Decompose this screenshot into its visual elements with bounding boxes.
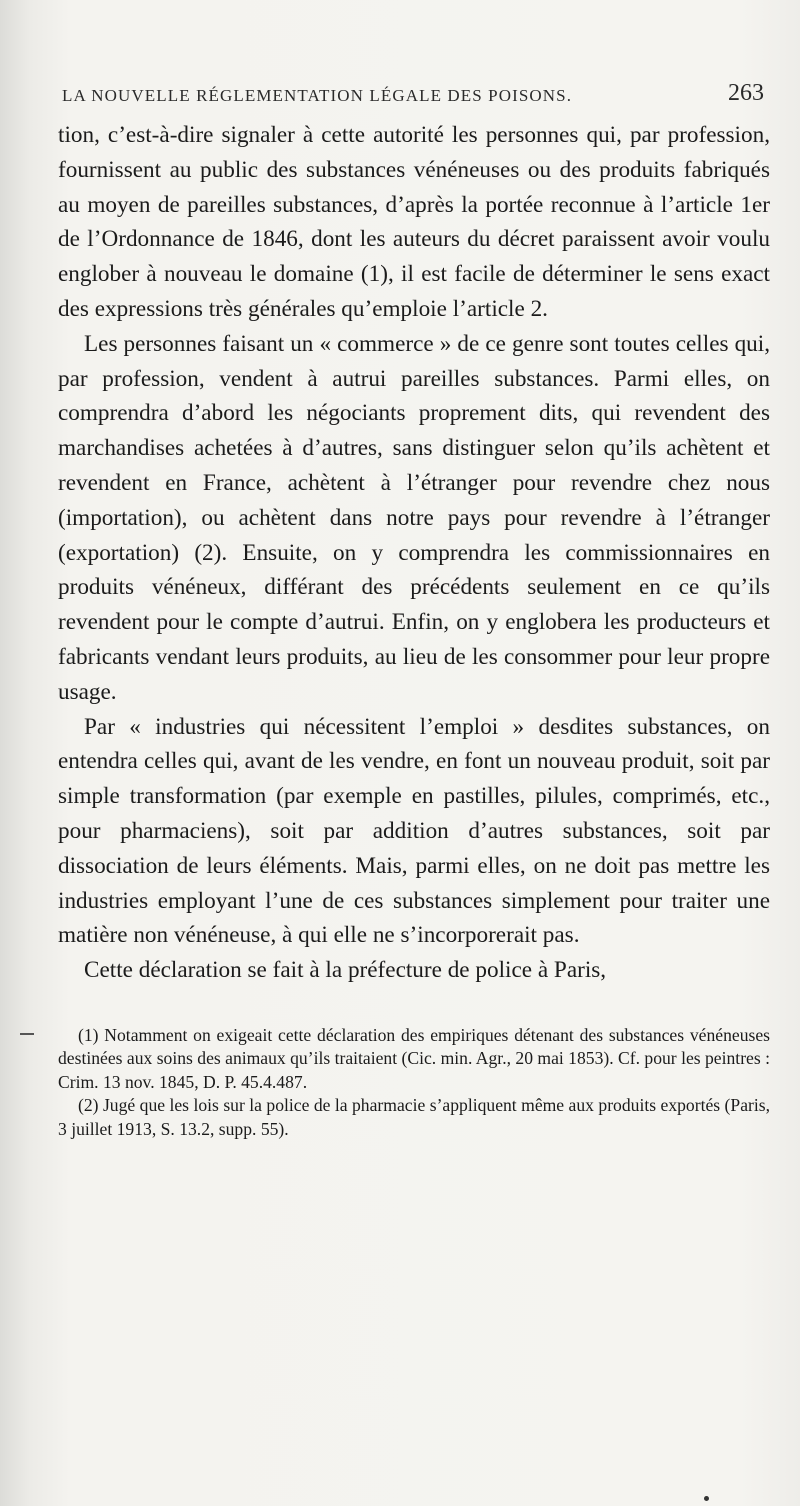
body-text (58, 118, 770, 988)
paragraph-commerce: Les personnes faisant un « commerce » de ce genre sont toutes celles qui, par profession, vendent à autrui pareilles substances. Parmi elles, on comprendra d’abord les négociants proprement dits, qui revendent des marchandises achetées à d’autres, sans distinguer selon qu’ils achètent et revendent en France, achètent à l’étranger pour revendre chez nous (importation), ou achètent dans notre pays pour revendre à l’étranger (exportation) (2). Ensuite, on y comprendra les commissionnaires en produits vénéneux, différant des précédents seulement en ce qu’ils revendent pour le compte d’autrui. Enfin, on y englobera les producteurs et fabricants vendant leurs produits, au lieu de les consommer pour leur propre usage. (58, 330, 770, 705)
paragraph-declaration: Cette déclaration se fait à la préfecture de police à Paris, (84, 957, 607, 984)
running-header (58, 78, 770, 118)
paragraph-industries: Par « industries qui nécessitent l’emploi » desdites substances, on entendra celles qui, avant de les vendre, en font un nouveau produit, soit par simple transformation (par exemple en pastilles, pilules, comprimés, etc., pour pharmaciens), soit par addition d’autres substances, soit par dissociation de leurs éléments. Mais, parmi elles, on ne doit pas mettre les industries employant l’une de ces substances simplement pour traiter une matière non vénéneuse, à qui elle ne s’incorporerait pas. (58, 713, 770, 949)
page-number: 263 (728, 80, 764, 106)
margin-dash-mark (20, 1033, 34, 1035)
paragraph-continuation: tion, c’est-à-dire signaler à cette autorité les personnes qui, par profession, fournissent au public des substances vénéneuses ou des produits fabriqués au moyen de pareilles substances, d’après la portée reconnue à l’article 1er de l’Ordonnance de 1846, dont les auteurs du décret paraissent avoir voulu englober à nouveau le domaine (1), il est facile de déterminer le sens exact des expressions très générales qu’emploie l’article 2. (58, 122, 770, 322)
ink-dot-mark (704, 1496, 709, 1501)
footnote-2: (2) Jugé que les lois sur la police de la pharmacie s’appliquent même aux produits exportés (Paris, 3 juillet 1913, S. 13.2, supp. 55). (58, 1095, 770, 1139)
footnote-1: (1) Notamment on exigeait cette déclaration des empiriques détenant des substances vénéneuses destinées aux soins des animaux qu’ils traitaient (Cic. min. Agr., 20 mai 1853). Cf. pour les peintres : Crim. 13 nov. 1845, D. P. 45.4.487. (58, 1024, 770, 1092)
running-title: LA NOUVELLE RÉGLEMENTATION LÉGALE DES POISONS. (62, 86, 573, 105)
book-page (58, 78, 770, 1141)
footnotes (58, 1024, 770, 1142)
